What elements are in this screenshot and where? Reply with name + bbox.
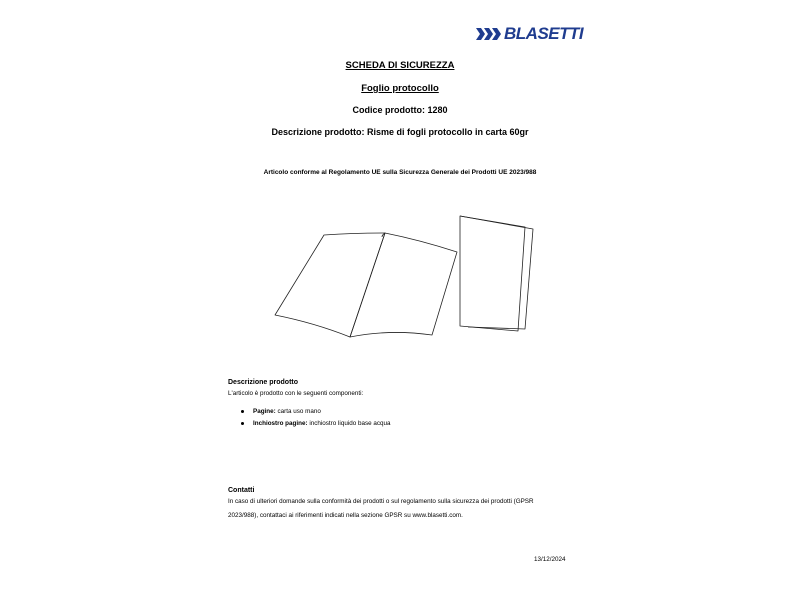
contacts-title: Contatti bbox=[228, 487, 255, 494]
description-title: Descrizione prodotto bbox=[228, 379, 299, 386]
chevrons-icon bbox=[476, 27, 502, 41]
product-code: Codice prodotto: 1280 bbox=[352, 105, 448, 115]
components-list bbox=[238, 406, 391, 430]
component-label: Pagine: bbox=[253, 408, 276, 415]
folded-sheet-front bbox=[460, 216, 525, 331]
open-sheet-left-page bbox=[275, 233, 385, 337]
component-value: inchiostro liquido base acqua bbox=[307, 420, 391, 427]
product-description: Descrizione prodotto: Risme di fogli protocollo in carta 60gr bbox=[271, 127, 529, 137]
brand-logo bbox=[476, 24, 583, 44]
contacts-line-1: In caso di ulteriori domande sulla conformità dei prodotti o sul regolamento sulla sicurezza dei prodotti (GPSR bbox=[228, 498, 534, 505]
document-subtitle: Foglio protocollo bbox=[361, 83, 439, 94]
document-title: SCHEDA DI SICUREZZA bbox=[345, 60, 455, 71]
compliance-statement: Articolo conforme al Regolamento UE sulla Sicurezza Generale dei Prodotti UE 2023/988 bbox=[263, 169, 537, 176]
component-label: Inchiostro pagine: bbox=[253, 420, 308, 427]
logo-text: BLASETTI bbox=[504, 24, 584, 43]
component-value: carta uso mano bbox=[275, 408, 321, 415]
description-intro: L'articolo è prodotto con le seguenti componenti: bbox=[228, 390, 364, 397]
document-date: 13/12/2024 bbox=[534, 556, 566, 563]
contacts-line-2: 2023/988), contattaci ai riferimenti indicati nella sezione GPSR su www.blasetti.com. bbox=[228, 512, 463, 519]
list-item bbox=[238, 418, 391, 430]
list-item bbox=[238, 406, 391, 418]
open-sheet-right-page bbox=[350, 233, 457, 337]
paper-sheets-illustration bbox=[270, 205, 550, 345]
